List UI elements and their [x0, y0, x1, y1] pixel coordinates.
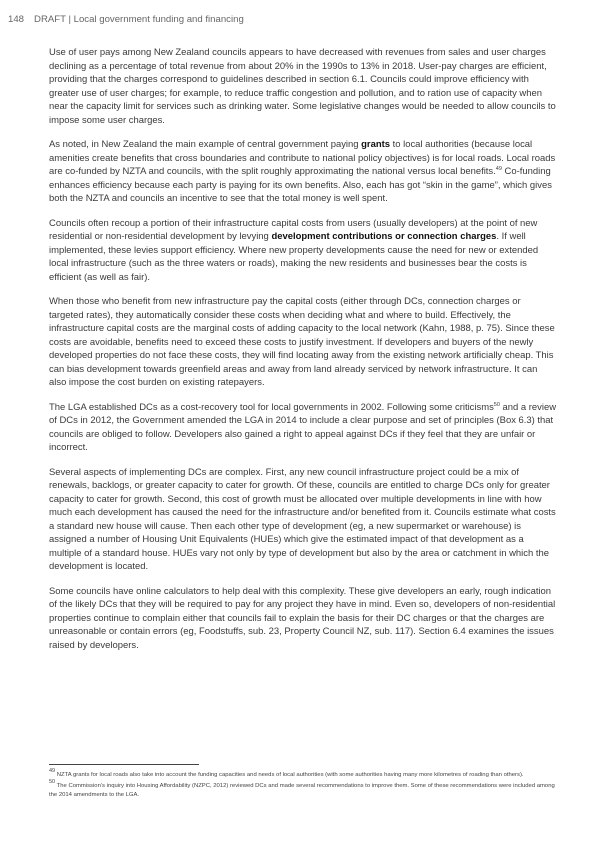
running-title: DRAFT | Local government funding and financing: [34, 14, 244, 25]
paragraph-complexity: Several aspects of implementing DCs are complex. First, any new council infrastructure project could be a mix of renewals, backlogs, or greater capacity to cater for growth. Of these, councils are entitled to charge DCs only for greater capacity to cater for growth. Second, this cost of growth must be allocated over multiple developments in line with how much each development has caused the need for the infrastructure and/or benefited from it. Councils estimate what costs a standard new house will cause. Then each other type of development (eg, a new supermarket or warehouse) is assigned a number of Housing Unit Equivalents (HUEs) which give the estimated impact of that development as a multiple of a standard house. HUEs vary not only by type of development but also by the area or catchment in which the development is located.: [49, 466, 556, 572]
footnote-divider: [49, 764, 199, 765]
footnote-49: $^{49}$ NZTA grants for local roads also take into account the funding capacities and needs of local authorities (with some authorities having many more kilometres of roading than others).: [49, 768, 524, 778]
paragraph-lga-dcs: The LGA established DCs as a cost-recovery tool for local governments in 2002. Following some criticisms$^{50}$ and a review of DCs in 2012, the Government amended the LGA in 2014 to include a clear purpose and set of principles (Box 6.3) that councils are obliged to follow. Developers also gained a right to appeal against DCs if they feel that they are unfair or incorrect.: [49, 401, 557, 453]
footnotes: [49, 768, 557, 802]
main-text: [49, 46, 557, 663]
term-grants: grants: [361, 139, 390, 150]
paragraph-development-contributions: Councils often recoup a portion of their infrastructure capital costs from users (usually developers) at the point of new residential or non-residential development by levying development contributions or connection charges. If well implemented, these levies support efficiency. Where new property developments cause the need for new or extended local infrastructure (such as the three waters or roads), making the new residents and businesses bear the costs is efficient (as well as fair).: [49, 217, 539, 283]
paragraph-online-calculators: Some councils have online calculators to help deal with this complexity. These give developers an early, rough indication of the likely DCs that they will be required to pay for any project they have in mind. Even so, developers of non-residential properties continue to complain either that councils fail to explain the basis for their DC charges or that the charges are unreasonable or contain errors (eg, Foodstuffs, sub. 23, Property Council NZ, sub. 117). Section 6.4 examines the issues raised by developers.: [49, 585, 556, 651]
paragraph-user-pays: Use of user pays among New Zealand councils appears to have decreased with revenues from sales and user charges declining as a percentage of total revenue from about 20% in the 1990s to 13% in 2018. User-pay charges are efficient, providing that the charges correspond to guidelines described in section 6.1. Councils could improve efficiency with greater use of user charges; for example, to reduce traffic congestion and pollution, and to ration use of capacity when near the capacity limit for services such as drinking water. Some legislative changes would be needed to allow councils to impose some user charges.: [49, 47, 556, 126]
page-number: 148: [8, 14, 25, 25]
footnote-ref-49: 49: [495, 166, 502, 172]
page-header: [8, 14, 588, 25]
paragraph-capital-costs: When those who benefit from new infrastructure pay the capital costs (either through DCs, connection charges or targeted rates), they automatically consider these costs when deciding what and where to build. Effectively, the infrastructure capital costs are the marginal costs of adding capacity to the local network (Kahn, 1988, p. 75). Since these costs are avoidable, benefits need to exceed these costs to justify investment. If developers and buyers of the newly developed properties do not face these costs, they will find locating away from the existing network artificially cheap. This can bias development towards greenfield areas and away from land already serviced by network infrastructure. It can also impose the cost burden on existing ratepayers.: [49, 296, 555, 388]
footnote-ref-50: 50: [493, 401, 500, 408]
term-development-contributions: development contributions or connection charges: [271, 231, 497, 242]
footnote-50: $^{50}$ The Commission’s inquiry into Housing Affordability (NZPC, 2012) reviewed DCs and made several recommendations to improve them. Some of these recommendations were included among the 2014 amendments to the LGA.: [49, 779, 555, 798]
paragraph-grants: As noted, in New Zealand the main example of central government paying grants to local authorities (because local amenities create benefits that cross boundaries and contribute to national policy objectives) is for local roads. Local roads are co-funded by NZTA and councils, with the split roughly approximating the national versus local benefits.$^{49}$ Co-funding enhances efficiency because each party is paying for its own benefits. Also, each has got “skin in the game”, which gives both the NZTA and councils an incentive to see that the total money is well spent.: [49, 139, 556, 204]
